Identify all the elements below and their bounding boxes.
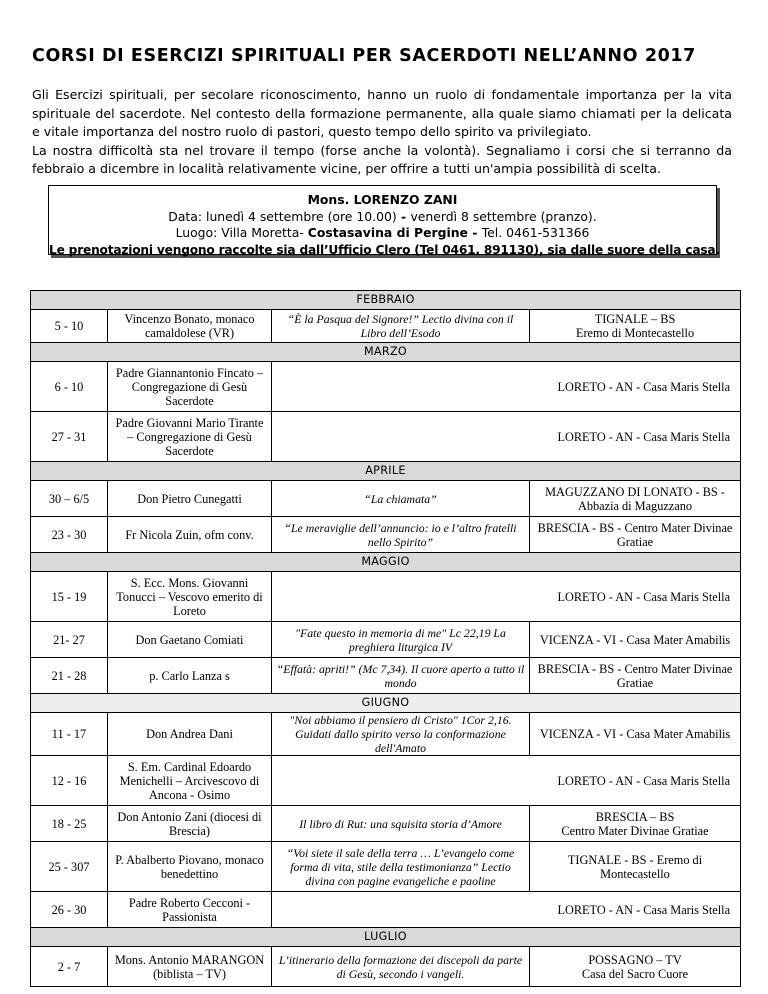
page-title: CORSI DI ESERCIZI SPIRITUALI PER SACERDOTI NELL’ANNO 2017 <box>32 46 696 66</box>
course-theme: “Le meraviglie dell’annuncio: io e l’altro fratelli nello Spirito” <box>272 517 530 553</box>
table-row <box>31 517 741 553</box>
table-row <box>31 481 741 517</box>
course-dates: 21 - 28 <box>31 658 108 694</box>
intro-paragraph: Gli Esercizi spirituali, per secolare riconoscimento, hanno un ruolo di fondamentale importanza per la vita spirituale del sacerdote. Nel contesto della formazione permanente, alla quale siamo chiamati per la delicata e vitale importanza del nostro ruolo di pastori, questo tempo dello spirito va privilegiato. <box>32 87 732 139</box>
course-place: VICENZA - VI - Casa Mater Amabilis <box>530 713 741 756</box>
course-dates: 21- 27 <box>31 622 108 658</box>
course-preacher: p. Carlo Lanza s <box>108 658 272 694</box>
course-preacher: S. Ecc. Mons. Giovanni Tonucci – Vescovo emerito di Loreto <box>108 572 272 622</box>
course-theme: L’itinerario della formazione dei discepoli da parte di Gesù, secondo i vangeli. <box>272 947 530 987</box>
course-preacher: Mons. Antonio MARANGON (biblista – TV) <box>108 947 272 987</box>
course-place: BRESCIA – BS Centro Mater Divinae Gratiae <box>530 806 741 842</box>
course-theme: "Fate questo in memoria di me" Lc 22,19 La preghiera liturgica IV <box>272 622 530 658</box>
course-place: BRESCIA - BS - Centro Mater Divinae Gratiae <box>530 658 741 694</box>
course-preacher: Padre Roberto Cecconi - Passionista <box>108 892 272 928</box>
table-row <box>31 658 741 694</box>
course-dates: 6 - 10 <box>31 362 108 412</box>
table-row <box>31 806 741 842</box>
month-header-febbraio: FEBBRAIO <box>31 291 741 310</box>
highlight-course-box <box>48 185 720 257</box>
course-theme: “Effatà: apriti!” (Mc 7,34). Il cuore aperto a tutto il mondo <box>272 658 530 694</box>
course-preacher: P. Abalberto Piovano, monaco benedettino <box>108 842 272 892</box>
course-dates: 18 - 25 <box>31 806 108 842</box>
table-row <box>31 947 741 987</box>
course-place: LORETO - AN - Casa Maris Stella <box>272 572 741 622</box>
course-place: VICENZA - VI - Casa Mater Amabilis <box>530 622 741 658</box>
course-place: LORETO - AN - Casa Maris Stella <box>272 362 741 412</box>
table-row <box>31 842 741 892</box>
course-theme: Il libro di Rut: una squisita storia d’Amore <box>272 806 530 842</box>
course-place: BRESCIA - BS - Centro Mater Divinae Gratiae <box>530 517 741 553</box>
course-preacher: Padre Giovanni Mario Tirante – Congregazione di Gesù Sacerdote <box>108 412 272 462</box>
course-preacher: Don Antonio Zani (diocesi di Brescia) <box>108 806 272 842</box>
course-preacher: Don Pietro Cunegatti <box>108 481 272 517</box>
table-row <box>31 892 741 928</box>
course-preacher: Padre Giannantonio Fincato – Congregazione di Gesù Sacerdote <box>108 362 272 412</box>
month-header-aprile: APRILE <box>31 462 741 481</box>
course-dates: 12 - 16 <box>31 756 108 806</box>
course-dates: 25 - 307 <box>31 842 108 892</box>
course-place: LORETO - AN - Casa Maris Stella <box>272 756 741 806</box>
course-place: MAGUZZANO DI LONATO - BS - Abbazia di Maguzzano <box>530 481 741 517</box>
course-dates: 30 – 6/5 <box>31 481 108 517</box>
course-dates: 26 - 30 <box>31 892 108 928</box>
month-header-luglio: LUGLIO <box>31 928 741 947</box>
course-place: POSSAGNO – TV Casa del Sacro Cuore <box>530 947 741 987</box>
month-header-giugno: GIUGNO <box>31 694 741 713</box>
intro-paragraph: La nostra difficoltà sta nel trovare il tempo (forse anche la volontà). Segnaliamo i corsi che si terranno da febbraio a dicembre in località relativamente vicine, per offrire a tutti un'ampia possibilità di scelta. <box>32 142 732 176</box>
course-place: TIGNALE – BS Eremo di Montecastello <box>530 310 741 343</box>
course-theme: “La chiamata” <box>272 481 530 517</box>
table-row <box>31 572 741 622</box>
table-row <box>31 412 741 462</box>
highlight-name: Mons. LORENZO ZANI <box>307 192 458 207</box>
table-row <box>31 362 741 412</box>
highlight-dates: Data: lunedì 4 settembre (ore 10.00) - venerdì 8 settembre (pranzo). <box>168 208 597 224</box>
course-preacher: S. Em. Cardinal Edoardo Menichelli – Arcivescovo di Ancona - Osimo <box>108 756 272 806</box>
course-theme: "Noi abbiamo il pensiero di Cristo" 1Cor 2,16. Guidati dallo spirito verso la conformazione dell'Amato <box>272 713 530 756</box>
table-row <box>31 756 741 806</box>
highlight-booking: Le prenotazioni vengono raccolte sia dall’Ufficio Clero (Tel 0461. 891130), sia dalle suore della casa. <box>49 242 720 257</box>
table-row <box>31 622 741 658</box>
table-row <box>31 310 741 343</box>
course-dates: 23 - 30 <box>31 517 108 553</box>
highlight-place: Luogo: Villa Moretta- Costasavina di Pergine - Tel. 0461-531366 <box>175 225 590 240</box>
table-row <box>31 713 741 756</box>
course-place: TIGNALE - BS - Eremo di Montecastello <box>530 842 741 892</box>
course-preacher: Fr Nicola Zuin, ofm conv. <box>108 517 272 553</box>
month-header-marzo: MARZO <box>31 343 741 362</box>
course-dates: 11 - 17 <box>31 713 108 756</box>
course-place: LORETO - AN - Casa Maris Stella <box>272 892 741 928</box>
course-dates: 27 - 31 <box>31 412 108 462</box>
course-preacher: Don Andrea Dani <box>108 713 272 756</box>
month-header-maggio: MAGGIO <box>31 553 741 572</box>
course-theme: “Voi siete il sale della terra … L’evangelo come forma di vita, stile della testimonianza” Lectio divina con pagine evangeliche e paoline <box>272 842 530 892</box>
course-preacher: Don Gaetano Comiati <box>108 622 272 658</box>
course-preacher: Vincenzo Bonato, monaco camaldolese (VR) <box>108 310 272 343</box>
course-dates: 2 - 7 <box>31 947 108 987</box>
course-dates: 15 - 19 <box>31 572 108 622</box>
course-dates: 5 - 10 <box>31 310 108 343</box>
intro-text <box>32 86 732 179</box>
course-theme: “È la Pasqua del Signore!” Lectio divina con il Libro dell’Esodo <box>272 310 530 343</box>
courses-table <box>30 290 741 987</box>
course-place: LORETO - AN - Casa Maris Stella <box>272 412 741 462</box>
